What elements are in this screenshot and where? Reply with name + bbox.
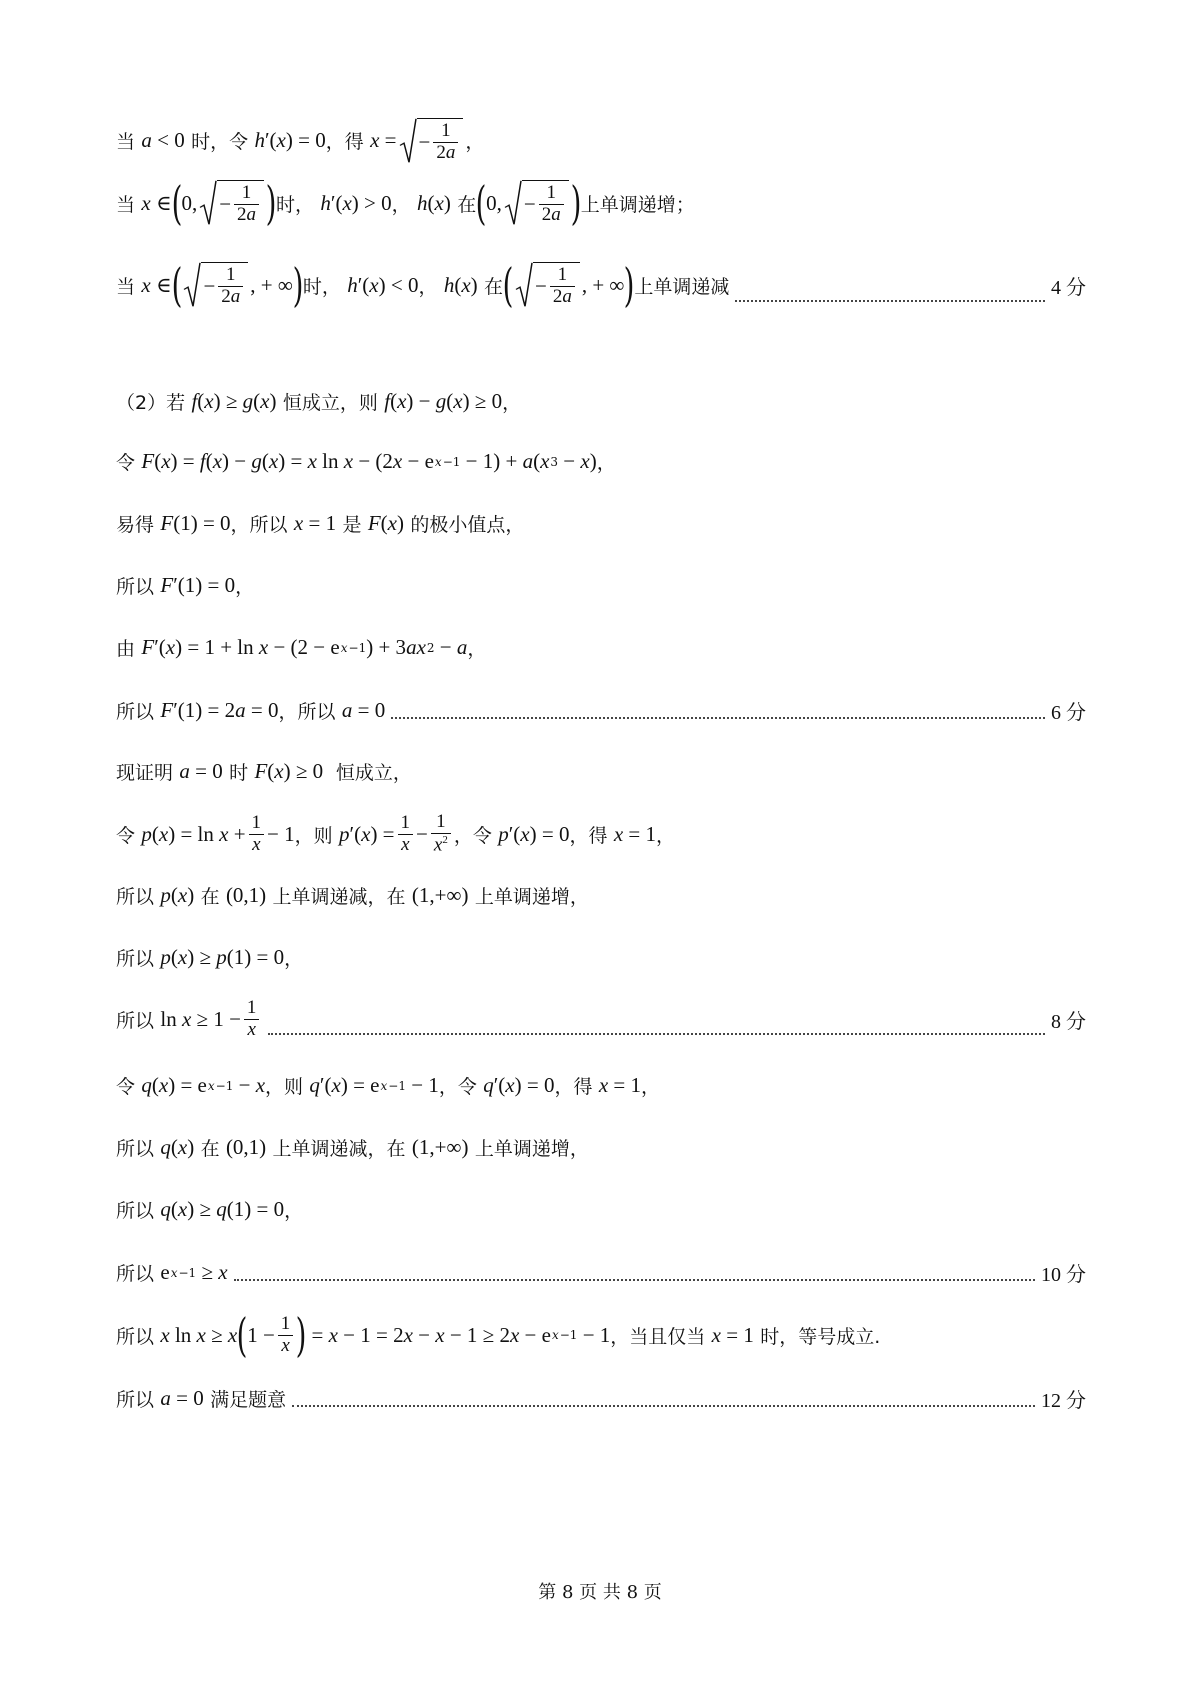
text-line: 令 p ( x ) = ln x + $\frac{1}{x}$ − 1 ，则 p ′( x ) = $\frac{1}{x}$ − $\frac{1}{x^2}$ ，令 p ′( x ) = 0 ，得 x = 1 ， — [116, 811, 676, 856]
text-line: 所以 a = 0 满足题意 12 分 — [116, 1386, 1086, 1412]
text-line: 所以 ln x ≥ 1 − $\frac{1}{x}$ 8 分 — [116, 997, 1086, 1040]
score-label: 8 分 — [1051, 1010, 1086, 1033]
text-line: 所以 p ( x ) ≥ p (1) = 0 ， — [116, 945, 304, 970]
text-line: 所以 p ( x ) 在 (0,1) 上单调递减，在 (1,+∞) 上单调递增， — [116, 883, 589, 908]
dot-leader — [292, 1405, 1035, 1407]
text-line: 令 q ( x ) = e x −1 − x ，则 q ′( x ) = e x −1 − 1 ，令 q ′( x ) = 0 ，得 x = 1 ， — [116, 1073, 661, 1098]
dot-leader — [268, 1033, 1045, 1035]
text-line: 由 F ′( x ) = 1 + ln x − (2 − e x −1 ) + 3 ax 2 − a ， — [116, 635, 487, 660]
text-line: 当 x ∈ ( 0, − $\frac{1}{2a}$ ) 时， h ′( x ) > 0 ， h ( x ) 在 ( 0, − $\frac{1}{2a}$ ) 上单调递增； — [116, 176, 695, 230]
text-line: 当 x ∈ ( − $\frac{1}{2a}$ , + ∞ ) 时， h ′( x ) < 0 ， h ( x ) 在 ( − $\frac{1}{2a}$ , + ∞ ) 上单调递减 4 分 — [116, 258, 1086, 312]
dot-leader — [391, 717, 1045, 719]
text-line: 所以 F ′(1) = 2 a = 0 ，所以 a = 0 6 分 — [116, 698, 1086, 724]
text-line: 令 F ( x ) = f ( x ) − g ( x ) = x ln x − (2 x − e x −1 − 1) + a ( x 3 − x ) ， — [116, 449, 616, 474]
score-label: 6 分 — [1051, 702, 1086, 724]
text-line: 所以 F ′(1) = 0 ， — [116, 573, 255, 598]
text-line: 所以 e x −1 ≥ x 10 分 — [116, 1260, 1086, 1286]
text-line: 当 a < 0 时，令 h ′( x ) = 0 ，得 x = − $\frac{1}{2a}$ ， — [116, 120, 485, 163]
sqrt-expression: − $\frac{1}{2a}$ — [399, 118, 464, 164]
text-line: 所以 x ln x ≥ x ( 1 − $\frac{1}{x}$ ) = x − 1 = 2 x − x − 1 ≥ 2 x − e x −1 − 1 ，当且仅当 x = 1 时，等号成立. — [116, 1308, 881, 1362]
score-label: 12 分 — [1041, 1390, 1086, 1412]
text-line: 所以 q ( x ) ≥ q (1) = 0 ， — [116, 1197, 304, 1222]
text-line: 所以 q ( x ) 在 (0,1) 上单调递减，在 (1,+∞) 上单调递增， — [116, 1135, 589, 1160]
text-line: （2）若 f ( x ) ≥ g ( x ) 恒成立，则 f ( x ) − g ( x ) ≥ 0 ， — [116, 389, 522, 414]
page-footer: 第 8 页 共 8 页 — [538, 1582, 662, 1603]
dot-leader — [735, 300, 1045, 302]
score-label: 4 分 — [1051, 276, 1086, 299]
dot-leader — [234, 1279, 1035, 1281]
text-line: 现证明 a = 0 时 F ( x ) ≥ 0 恒成立， — [116, 759, 412, 784]
text-line: 易得 F (1) = 0 ，所以 x = 1 是 F ( x ) 的极小值点， — [116, 511, 525, 536]
score-label: 10 分 — [1041, 1264, 1086, 1286]
